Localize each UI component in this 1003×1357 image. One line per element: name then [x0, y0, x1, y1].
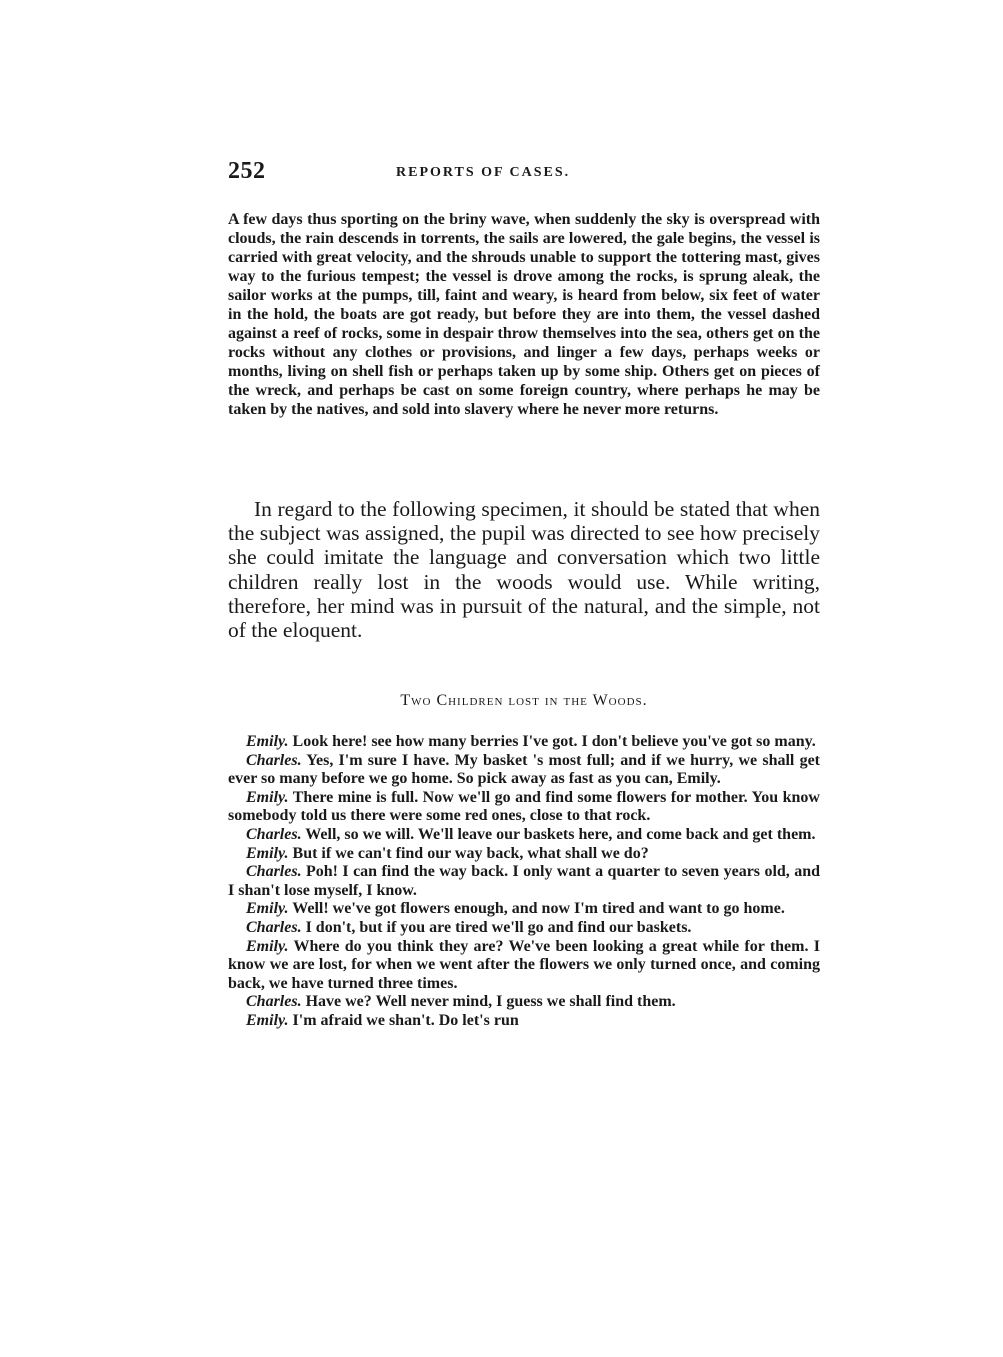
- speaker-name: Charles.: [246, 918, 302, 936]
- dialogue-line: [228, 900, 820, 919]
- dialogue-line: [228, 993, 820, 1012]
- dialogue-line: [228, 733, 820, 752]
- dialogue-text: Poh! I can find the way back. I only want a quarter to seven years old, and I shan't lose myself, I know.: [228, 863, 821, 899]
- dialogue-text: I don't, but if you are tired we'll go and find our baskets.: [305, 918, 692, 936]
- dialogue-text: Well, so we will. We'll leave our baskets here, and come back and get them.: [305, 825, 816, 843]
- dialogue-line: [228, 845, 820, 864]
- section-title: Two Children lost in the Woods.: [400, 692, 648, 709]
- speaker-name: Emily.: [246, 900, 289, 918]
- speaker-name: Charles.: [246, 825, 302, 843]
- intro-text: In regard to the following specimen, it should be stated that when the subject was assigned, the pupil was directed to see how precisely she could imitate the language and conversation which two little children really lost in the woods would use. While writing, therefore, her mind was in pursuit of the natural, and the simple, not of the eloquent.: [228, 497, 820, 643]
- speaker-name: Emily.: [246, 844, 289, 862]
- speaker-name: Emily.: [246, 937, 289, 955]
- dialogue-text: Look here! see how many berries I've got. I don't believe you've got so many.: [292, 733, 816, 750]
- dialogue: [228, 733, 820, 1031]
- dialogue-text: Where do you think they are? We've been looking a great while for them. I know we are lost, for when we went after the flowers we only turned once, and coming back, we have turned three times.: [228, 937, 820, 992]
- dialogue-line: [228, 863, 820, 900]
- dialogue-line: [228, 826, 820, 845]
- dialogue-line: [228, 938, 820, 994]
- dialogue-text: There mine is full. Now we'll go and find some flowers for mother. You know somebody told us there were some red ones, close to that rock.: [228, 788, 820, 825]
- page-header: [228, 158, 820, 188]
- dialogue-line: [228, 919, 820, 938]
- dialogue-text: Have we? Well never mind, I guess we shall find them.: [305, 993, 676, 1011]
- dialogue-line: [228, 789, 820, 826]
- dialogue-text: Yes, I'm sure I have. My basket 's most full; and if we hurry, we shall get ever so many before we go home. So pick away as fast as you can, Emily.: [228, 751, 821, 788]
- intro-paragraph: [228, 497, 820, 642]
- speaker-name: Charles.: [246, 993, 302, 1011]
- speaker-name: Charles.: [246, 751, 302, 769]
- speaker-name: Emily.: [246, 788, 289, 806]
- speaker-name: Emily.: [246, 1011, 289, 1029]
- dialogue-text: But if we can't find our way back, what shall we do?: [292, 844, 649, 862]
- speaker-name: Charles.: [246, 863, 302, 881]
- speaker-name: Emily.: [246, 733, 289, 750]
- dialogue-line: [228, 1012, 820, 1031]
- essay-paragraph: A few days thus sporting on the briny wave, when suddenly the sky is overspread with clouds, the rain descends in torrents, the sails are lowered, the gale begins, the vessel is carried with great velocity, and the shrouds unable to support the tottering mast, gives way to the furious tempest; the vessel is drove among the rocks, is sprung aleak, the sailor works at the pumps, till, faint and weary, is heard from below, six feet of water in the hold, the boats are got ready, but before they are into them, the vessel dashed against a reef of rocks, some in despair throw themselves into the sea, others get on the rocks without any clothes or provisions, and linger a few days, perhaps weeks or months, living on shell fish or perhaps taken up by some ship. Others get on pieces of the wreck, and perhaps be cast on some foreign country, where perhaps he may be taken by the natives, and sold into slavery where he never more returns.: [228, 211, 820, 418]
- dialogue-text: I'm afraid we shan't. Do let's run: [292, 1011, 519, 1029]
- page-number: 252: [228, 158, 266, 184]
- dialogue-text: Well! we've got flowers enough, and now I'm tired and want to go home.: [292, 900, 785, 918]
- dialogue-line: [228, 752, 820, 789]
- running-title: REPORTS OF CASES.: [396, 165, 571, 180]
